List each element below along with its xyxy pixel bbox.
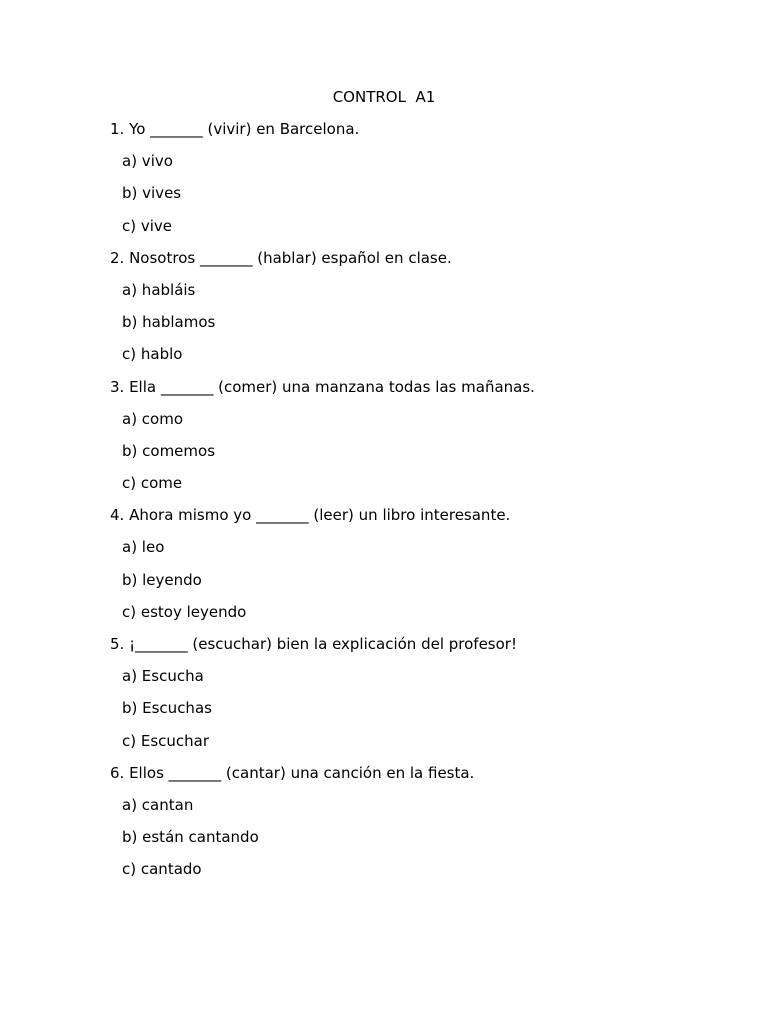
answer-option-b: b) vives xyxy=(122,184,182,203)
question-4 xyxy=(110,504,750,633)
question-prompt: 4. Ahora mismo yo _______ (leer) un libro interesante. xyxy=(110,506,511,525)
answer-option-a: a) leo xyxy=(122,538,165,557)
answer-option-b: b) leyendo xyxy=(122,570,202,589)
question-list xyxy=(110,118,750,891)
question-6 xyxy=(110,762,750,891)
answer-option-c: c) come xyxy=(122,474,183,493)
question-prompt: 2. Nosotros _______ (hablar) español en clase. xyxy=(110,248,452,267)
question-prompt: 5. ¡_______ (escuchar) bien la explicación del profesor! xyxy=(110,635,517,653)
question-prompt: 6. Ellos _______ (cantar) una canción en la fiesta. xyxy=(110,763,475,782)
answer-option-a: a) cantan xyxy=(122,795,194,814)
answer-option-b: b) hablamos xyxy=(122,313,216,332)
answer-option-c: c) hablo xyxy=(122,345,183,364)
answer-option-b: b) están cantando xyxy=(122,828,259,847)
answer-option-a: a) vivo xyxy=(122,152,173,171)
question-1 xyxy=(110,118,750,247)
answer-option-c: c) vive xyxy=(122,216,173,235)
answer-option-b: b) Escuchas xyxy=(122,699,212,718)
answer-option-a: a) habláis xyxy=(122,280,196,299)
answer-option-c: c) Escuchar xyxy=(122,731,210,750)
question-5 xyxy=(110,633,750,762)
document-title: CONTROL A1 xyxy=(332,88,436,106)
question-prompt: 1. Yo _______ (vivir) en Barcelona. xyxy=(110,120,360,138)
question-2 xyxy=(110,247,750,376)
question-prompt: 3. Ella _______ (comer) una manzana todas las mañanas. xyxy=(110,377,535,396)
question-3 xyxy=(110,376,750,505)
answer-option-c: c) estoy leyendo xyxy=(122,602,247,621)
answer-option-c: c) cantado xyxy=(122,860,202,879)
answer-option-a: a) Escucha xyxy=(122,667,204,686)
answer-option-a: a) como xyxy=(122,409,184,428)
answer-option-b: b) comemos xyxy=(122,441,216,460)
